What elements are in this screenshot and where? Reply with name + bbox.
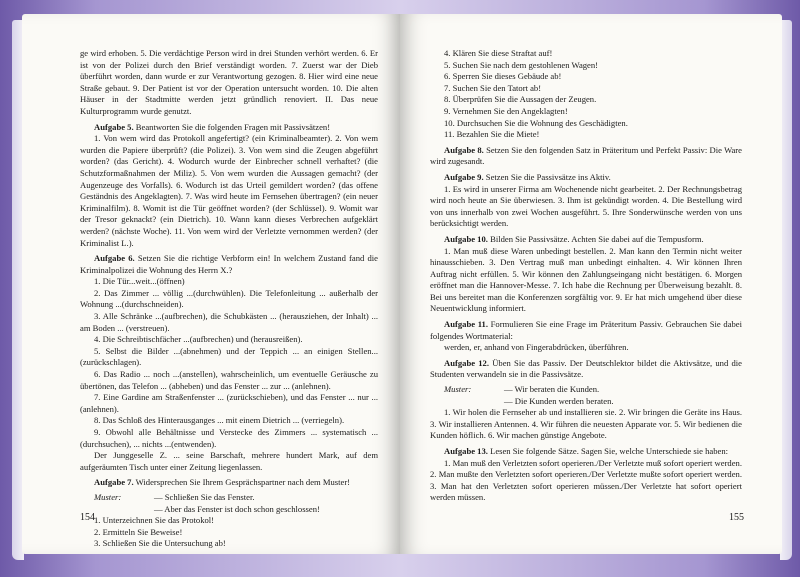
text-paragraph: 9. Obwohl alle Behältnisse und Verstecke des Zimmers ... systematisch ...(durchsuchen), ... nichts ...(entwenden).: [80, 427, 378, 449]
exercise-instruction: Widersprechen Sie Ihrem Gesprächspartner nach dem Muster!: [133, 477, 351, 488]
exercise-label: Aufgabe 7.: [94, 477, 134, 488]
exercise-heading: [430, 145, 742, 168]
text-paragraph: 1. Von wem wird das Protokoll angefertigt? (ein Kriminalbeamter). 2. Von wem wurden die Papiere überprüft? (die Polizei). 3. Von wem sind die Zeugen abgeführt worden? (das Gericht). 4. Wodurch wurde der Einbrecher schnell verhaftet? (die Schutzformaßnahmen der Miliz). 5. Von wem wurden die Aussagen gemacht? (der Augenzeuge des Vorfalls). 6. Wodurch ist das Urteil gemildert worden? (das offene Geständnis des Angeklagten). 7. Was wird heute im Fernsehen übertragen? (ein neuer Kriminalfilm). 8. Womit ist die Tür geöffnet worden? (der Schlüssel). 9. Womit war der Tresor geknackt? (ein Dietrich). 10. Wann kann dieses Verbrechen aufgeklärt werden? (nächste Woche). 11. Von wem wird der Verletzte vernommen werden? (der Kriminalist L.).: [80, 133, 378, 248]
text-paragraph: 10. Durchsuchen Sie die Wohnung des Geschädigten.: [444, 117, 628, 128]
text-paragraph: 4. Klären Sie diese Straftat auf!: [444, 48, 553, 58]
text-paragraph: 6. Das Radio ... noch ...(anstellen), wahrscheinlich, um eventuelle Geräusche zu übertönen, das Telefon ... (abheben) und das Fenster ... zur ... (anlehnen).: [80, 369, 378, 391]
text-paragraph: 2. Ermitteln Sie Beweise!: [94, 526, 183, 537]
exercise-instruction: Setzen Sie den folgenden Satz in Präteritum und Perfekt Passiv: Die Ware wird zugesandt.: [430, 144, 742, 167]
exercise-instruction: Setzen Sie die Passivsätze ins Aktiv.: [483, 171, 611, 182]
exercise-label: Aufgabe 11.: [444, 319, 488, 330]
text-paragraph: 1. Man muß den Verletzten sofort operieren./Der Verletzte muß sofort operiert werden. 2. Man mußte den Verletzten sofort operieren./Der Verletzte mußte sofort operiert werden. 3. Man hat den Verletzten sofort operieren müssen./Der Verletzte hat sofort operiert werden müssen.: [430, 457, 742, 503]
text-paragraph: 8. Überprüfen Sie die Aussagen der Zeugen.: [444, 94, 597, 105]
text-paragraph: 7. Eine Gardine am Straßenfenster ... (zurückschieben), und das Fenster ... nur ... (anlehnen).: [80, 392, 378, 414]
exercise-instruction: Lesen Sie folgende Sätze. Sagen Sie, welche Unterschiede sie haben:: [487, 446, 729, 456]
muster-label: Muster:: [94, 491, 122, 502]
text-paragraph: 5. Suchen Sie nach dem gestohlenen Wagen!: [444, 59, 599, 70]
exercise-heading: [430, 358, 742, 381]
text-paragraph: 6. Sperren Sie dieses Gebäude ab!: [444, 71, 562, 82]
left-page-text: [80, 48, 378, 550]
text-paragraph: 1. Wir holen die Fernseher ab und installieren sie. 2. Wir bringen die Geräte ins Haus. 3. Wir installieren Antennen. 4. Wir führen die neuesten Apparate vor. 5. Wir bedienen die Kunden höflich. 6. Wir machen günstige Angebote.: [430, 407, 742, 441]
text-paragraph: 1. Die Tür...weit...(öffnen): [94, 276, 185, 287]
exercise-heading: [80, 477, 378, 489]
exercise-label: Aufgabe 6.: [94, 253, 135, 264]
muster-line: — Die Kunden werden beraten.: [504, 395, 614, 406]
muster-example: [80, 492, 378, 515]
text-paragraph: 1. Es wird in unserer Firma am Wochenende nicht gearbeitet. 2. Der Rechnungsbetrag wird noch heute an Sie überwiesen. 3. Ihm ist gekündigt worden. 4. Die Bestellung wird von uns innerhalb von zwei Wochen ausgeführt. 5. Ihre Sonderwünsche werden von uns berücksichtigt werden.: [430, 183, 742, 229]
muster-line: — Aber das Fenster ist doch schon geschlossen!: [154, 503, 320, 514]
exercise-heading: [430, 172, 742, 184]
text-paragraph: werden, er, anhand von Fingerabdrücken, überführen.: [444, 342, 629, 353]
text-paragraph: 3. Alle Schränke ...(aufbrechen), die Schubkästen ... (herausziehen, der Inhalt) ... am Boden ... (verstreuen).: [80, 311, 378, 333]
text-paragraph: 7. Suchen Sie den Tatort ab!: [444, 82, 542, 93]
exercise-label: Aufgabe 10.: [444, 233, 488, 244]
exercise-label: Aufgabe 8.: [444, 144, 484, 155]
exercise-heading: [80, 253, 378, 276]
muster-line: — Wir beraten die Kunden.: [504, 384, 600, 395]
right-page-text: [430, 48, 742, 504]
exercise-instruction: Üben Sie das Passiv. Der Deutschlektor bildet die Aktivsätze, und die Studenten verwandeln sie in die Passivsätze.: [430, 357, 742, 380]
muster-line: — Schließen Sie das Fenster.: [154, 491, 255, 502]
exercise-heading: [430, 319, 742, 342]
right-page: [400, 14, 782, 554]
text-paragraph: 2. Das Zimmer ... völlig ...(durchwühlen). Die Telefonleitung ... außerhalb der Wohnung ...(durchschneiden).: [80, 287, 378, 310]
exercise-label: Aufgabe 13.: [444, 446, 488, 456]
muster-label: Muster:: [444, 384, 472, 395]
right-page-number: 155: [729, 512, 744, 523]
exercise-label: Aufgabe 12.: [444, 357, 489, 368]
exercise-heading: [430, 234, 742, 246]
exercise-label: Aufgabe 9.: [444, 171, 484, 182]
text-paragraph: 1. Man muß diese Waren unbedingt bestellen. 2. Man kann den Termin nicht weiter hinausschieben. 3. Den Vertrag muß man unbedingt einhalten. 4. Wir können Ihren Auftrag nicht erfüllen. 5. Wir können den Zahlungseingang nicht bestätigen. 6. Morgen eröffnet man die Hannover-Messe. 7. Ich habe die Rechnung per Überweisung bezahlt. 8. Bei uns bereitet man die Konferenzen sorgfältig vor. 9. Er hat mich umgehend über diese Neuentwicklung informiert.: [430, 245, 742, 314]
left-page: [22, 14, 400, 554]
text-paragraph: ge wird erhoben. 5. Die verdächtige Person wird in drei Stunden verhört werden. 6. Er ist von der Polizei durch den Brief verständigt worden. 7. Zuerst war der Dieb überführt worden, dann wurde er zur Verantwortung gezogen. 8. Hier wird eine neue Straße gebaut. 9. Der Patient ist vor der Operation untersucht worden. 10. Die alten Häuser in der Stadtmitte werden jetzt gründlich renoviert. II. Das neue Kulturprogramm wurde genutzt.: [80, 48, 378, 116]
text-paragraph: 1. Unterzeichnen Sie das Protokol!: [94, 515, 215, 526]
text-paragraph: 9. Vernehmen Sie den Angeklagten!: [444, 105, 568, 116]
text-paragraph: 3. Schließen Sie die Untersuchung ab!: [94, 538, 226, 549]
text-paragraph: 5. Selbst die Bilder ...(abnehmen) und der Teppich ... an einigen Stellen... (zurückschlagen).: [80, 345, 378, 368]
text-paragraph: Der Junggeselle Z. ... seine Barschaft, mehrere hundert Mark, auf dem aufgeräumten Tisch unter einer Zeitung liegenlassen.: [80, 450, 378, 472]
text-paragraph: 4. Die Schreibtischfächer ...(aufbrechen) und (herausreißen).: [94, 334, 303, 345]
exercise-label: Aufgabe 5.: [94, 121, 134, 132]
left-page-number: 154: [80, 512, 95, 523]
muster-example: [430, 384, 742, 407]
open-book: [22, 14, 782, 567]
exercise-instruction: Bilden Sie Passivsätze. Achten Sie dabei auf die Tempusform.: [487, 233, 704, 244]
exercise-heading: [430, 446, 742, 458]
text-paragraph: 11. Bezahlen Sie die Miete!: [444, 129, 540, 140]
exercise-instruction: Setzen Sie die richtige Verbform ein! In welchem Zustand fand die Kriminalpolizei die Wohnung des Herrn X.?: [80, 253, 378, 275]
exercise-heading: [80, 122, 378, 134]
text-paragraph: 8. Das Schloß des Hinterausganges ... mit einem Dietrich ... (verriegeln).: [94, 415, 345, 426]
exercise-instruction: Formulieren Sie eine Frage im Präteritum Passiv. Gebrauchen Sie dabei folgendes Wortmaterial:: [430, 319, 743, 341]
exercise-instruction: Beantworten Sie die folgenden Fragen mit Passivsätzen!: [133, 121, 331, 132]
